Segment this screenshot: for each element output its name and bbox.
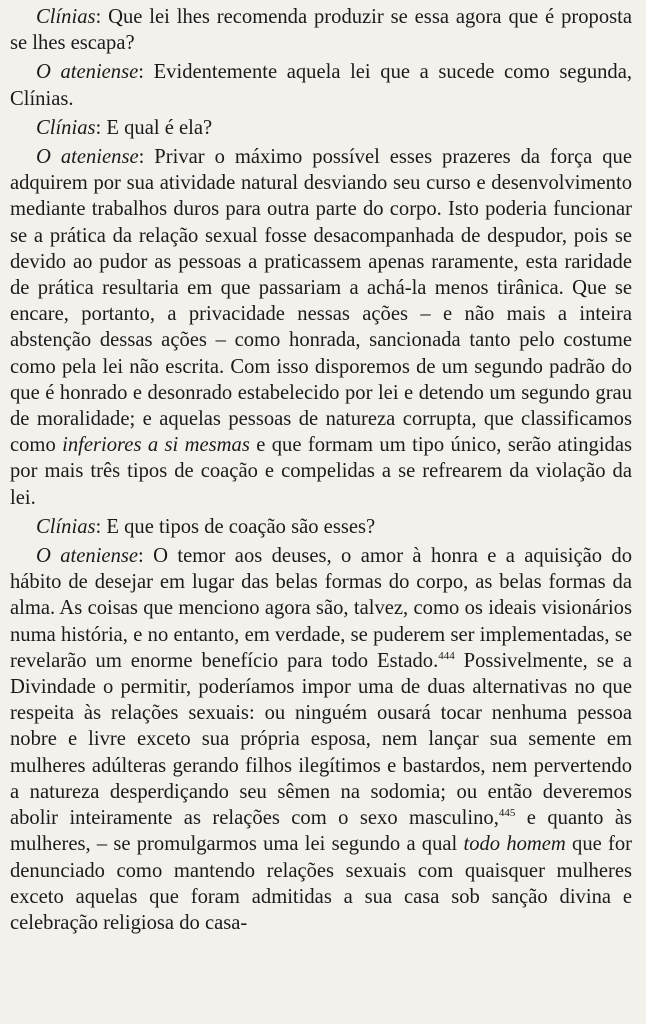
speaker-label: Clínias bbox=[36, 116, 96, 139]
dialogue-text: e quanto às mulheres, – se promulgarmos uma lei segundo a qual bbox=[10, 807, 632, 856]
footnote-ref-445[interactable]: 445 bbox=[498, 807, 516, 820]
dialogue-paragraph-clinias-2 bbox=[10, 115, 632, 141]
dialogue-paragraph-ateniense-3 bbox=[10, 543, 632, 936]
emphasized-text: inferiores a si mesmas bbox=[62, 434, 250, 457]
dialogue-paragraph-ateniense-1 bbox=[10, 59, 632, 111]
speaker-label: Clínias bbox=[36, 6, 96, 28]
dialogue-text: : Privar o máximo possível esses prazeres da força que adquirem por sua atividade natural desviando seu curso e desenvolvimento mediante trabalhos duros para outra parte do corpo. Isto poderia funcionar se a prática da relação sexual fosse desacompanhada de despudor, pois se devido ao pudor as pessoas a praticassem apenas raramente, esta raridade de prática resultaria em que passariam a achá-la menos tirânica. Que se encare, portanto, a privacidade nessas ações – e não mais a inteira abstenção dessas ações – como honrada, sancionada tanto pelo costume como pela lei não escrita. Com isso disporemos de um segundo padrão do que é honrado e desonrado estabelecido por lei e detendo um segundo grau de moralidade; e aquelas pessoas de natureza corrupta, que classificamos como bbox=[10, 146, 632, 457]
dialogue-paragraph-ateniense-2 bbox=[10, 144, 632, 511]
dialogue-text: e que formam um tipo único, serão atingidas por mais três tipos de coação e compelidas a se refrearem da violação da lei. bbox=[10, 434, 632, 509]
speaker-label: O ateniense bbox=[36, 545, 139, 568]
speaker-label: O ateniense bbox=[36, 146, 139, 169]
dialogue-text: Possivelmente, se a Divindade o permitir, poderíamos impor uma de duas alternativas no que respeita às relações sexuais: ou ninguém ousará tocar nenhuma pessoa nobre e livre exceto sua própria esposa, nem lançar sua semente em mulheres adúlteras gerando filhos ilegítimos e bastardos, nem pervertendo a natureza desperdiçando seu sêmen na sodomia; ou então deveremos abolir inteiramente as relações com o sexo masculino, bbox=[10, 649, 632, 830]
dialogue-text: : O temor aos deuses, o amor à honra e a aquisição do hábito de desejar em lugar das belas formas do corpo, as belas formas da alma. As coisas que menciono agora são, talvez, como os ideais visionários numa história, e no entanto, em verdade, se puderem ser implementadas, se revelarão um enorme benefício para todo Estado. bbox=[10, 545, 632, 672]
speaker-label: O ateniense bbox=[36, 61, 139, 84]
emphasized-text: todo homem bbox=[463, 833, 566, 856]
dialogue-text: : E que tipos de coação são esses? bbox=[95, 515, 376, 538]
dialogue-paragraph-clinias-3 bbox=[10, 514, 632, 540]
dialogue-paragraph-clinias-1 bbox=[10, 4, 632, 56]
dialogue-text: que for denunciado como mantendo relações sexuais com quaisquer mulheres exceto aquelas que foram admitidas a sua casa sob sanção divina e celebração religiosa do casa- bbox=[10, 833, 633, 934]
dialogue-text: : Que lei lhes recomenda produzir se essa agora que é proposta se lhes escapa? bbox=[10, 6, 632, 55]
dialogue-text: : E qual é ela? bbox=[95, 116, 213, 139]
dialogue-text: : Evidentemente aquela lei que a sucede como segunda, Clínias. bbox=[10, 61, 633, 110]
speaker-label: Clínias bbox=[36, 515, 96, 538]
footnote-ref-444[interactable]: 444 bbox=[438, 650, 455, 663]
